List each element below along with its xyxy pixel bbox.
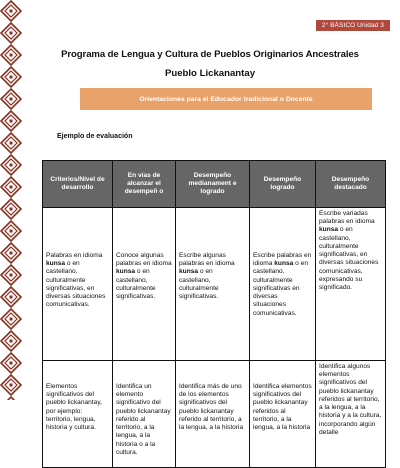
table-cell: Identifica algunos elementos significativos del pueblo lickanantay referidos al territorio, a la lengua, a la historia y a la cultura, incorporando algún detalle [316, 361, 386, 468]
andean-pattern-icon [0, 0, 22, 400]
evaluation-rubric-table [42, 160, 386, 468]
column-header: Criterios/Nivel de desarrollo [43, 161, 113, 208]
table-cell: Identifica un elemento significativo del pueblo lickanantay referido al territorio, a la lengua, a la historia o a la cultura. [113, 361, 176, 468]
column-header: En vías de alcanzar el desempeñ o [113, 161, 176, 208]
table-row [43, 361, 386, 468]
section-label: Ejemplo de evaluación [57, 133, 133, 140]
table-header-row [43, 161, 386, 208]
table-cell: Escribe algunas palabras en idioma kunsa o en castellano, culturalmente significativas. [176, 208, 250, 361]
table-cell: Palabras en idioma kunsa o en castellano, culturalmente significativas, en diversas situaciones comunicativas. [43, 208, 113, 361]
column-header: Desempeño medianament e logrado [176, 161, 250, 208]
decorative-border [0, 0, 22, 400]
table-cell: Escribe variadas palabras en idioma kunsa o en castellano, culturalmente significativas, en diversas situaciones comunicativas, expresando su significado. [316, 208, 386, 361]
table-cell: Identifica elementos significativos del pueblo lickanantay referidos al territorio, a la lengua, a la historia [250, 361, 316, 468]
guidance-banner [80, 88, 372, 110]
table-cell: Conoce algunas palabras en idioma kunsa o en castellano, culturalmente significativas. [113, 208, 176, 361]
table-row [43, 208, 386, 361]
grade-unit-badge: 2° BÁSICO Unidad 3 [316, 20, 390, 31]
column-header: Desempeño logrado [250, 161, 316, 208]
table-cell: Escribe palabras en idioma kunsa o en castellano, culturalmente significativas en diversas situaciones comunicativas. [250, 208, 316, 361]
guidance-banner-text: Orientaciones para el Educador tradicional o Docente [139, 95, 313, 103]
table-cell: Identifica más de uno de los elementos significativos del pueblo lickanantay referido al territorio, a la lengua, a la historia [176, 361, 250, 468]
column-header: Desempeño destacado [316, 161, 386, 208]
table-cell: Elementos significativos del pueblo lickanantay, por ejemplo: territorio, lengua, historia y cultura. [43, 361, 113, 468]
people-subtitle: Pueblo Lickanantay [164, 68, 256, 79]
program-title: Programa de Lengua y Cultura de Pueblos Originarios Ancestrales [61, 49, 359, 60]
